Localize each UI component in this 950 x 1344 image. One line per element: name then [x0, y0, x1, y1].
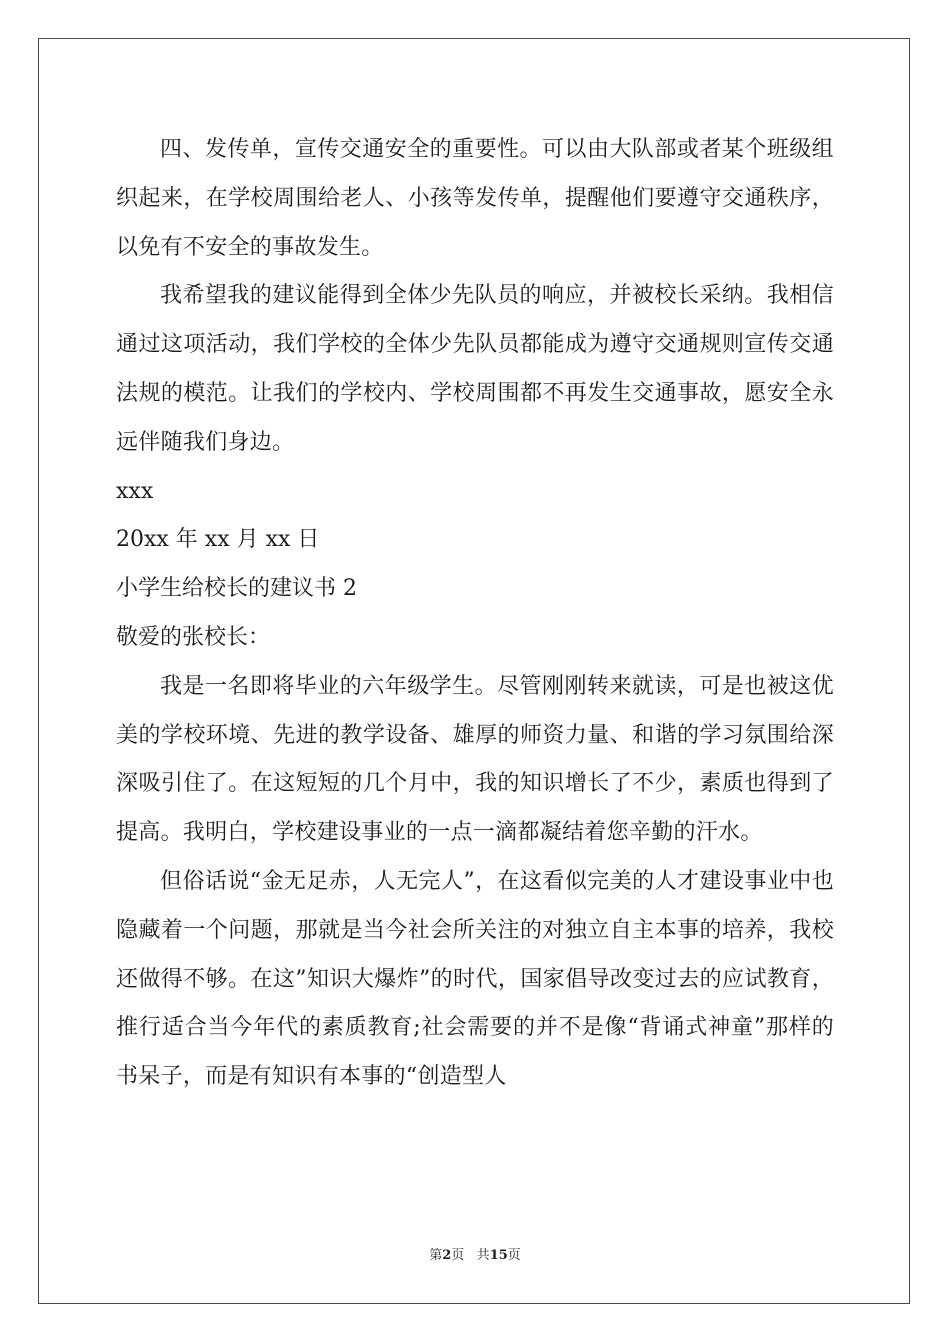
paragraph: 我希望我的建议能得到全体少先队员的响应，并被校长采纳。我相信通过这项活动，我们学校的全体少先队员都能成为遵守交通规则宣传交通法规的模范。让我们的学校内、学校周围都不再发生交通事故，愿安全永远伴随我们身边。: [116, 283, 834, 455]
page-number: 2: [442, 1248, 452, 1263]
page-suffix: 页: [451, 1248, 465, 1263]
section-title: 小学生给校长的建议书 2: [116, 576, 357, 602]
total-prefix: 共: [476, 1248, 490, 1263]
paragraph: 但俗话说“金无足赤，人无完人”，在这看似完美的人才建设事业中也隐藏着一个问题，那就是当今社会所关注的对独立自主本事的培养，我校还做得不够。在这”知识大爆炸”的时代，国家倡导改变过去的应试教育，推行适合当今年代的素质教育;社会需要的并不是像“背诵式神童”那样的书呆子，而是有知识有本事的“创造型人: [116, 868, 834, 1090]
total-pages: 15: [489, 1248, 508, 1263]
salutation: 敬爱的张校长：: [116, 624, 271, 650]
paragraph: 四、发传单，宣传交通安全的重要性。可以由大队部或者某个班级组织起来，在学校周围给老人、小孩等发传单，提醒他们要遵守交通秩序，以免有不安全的事故发生。: [116, 137, 834, 260]
paragraph: 我是一名即将毕业的六年级学生。尽管刚刚转来就读，可是也被这优美的学校环境、先进的教学设备、雄厚的师资力量、和谐的学习氛围给深深吸引住了。在这短短的几个月中，我的知识增长了不少，素质也得到了提高。我明白，学校建设事业的一点一滴都凝结着您辛勤的汗水。: [116, 673, 834, 846]
page-prefix: 第: [429, 1248, 443, 1263]
total-suffix: 页: [507, 1248, 521, 1263]
date-line: 20xx 年 xx 月 xx 日: [116, 527, 320, 553]
document-body: [116, 126, 834, 1102]
page-footer: [0, 1244, 950, 1263]
signature: xxx: [116, 478, 154, 504]
